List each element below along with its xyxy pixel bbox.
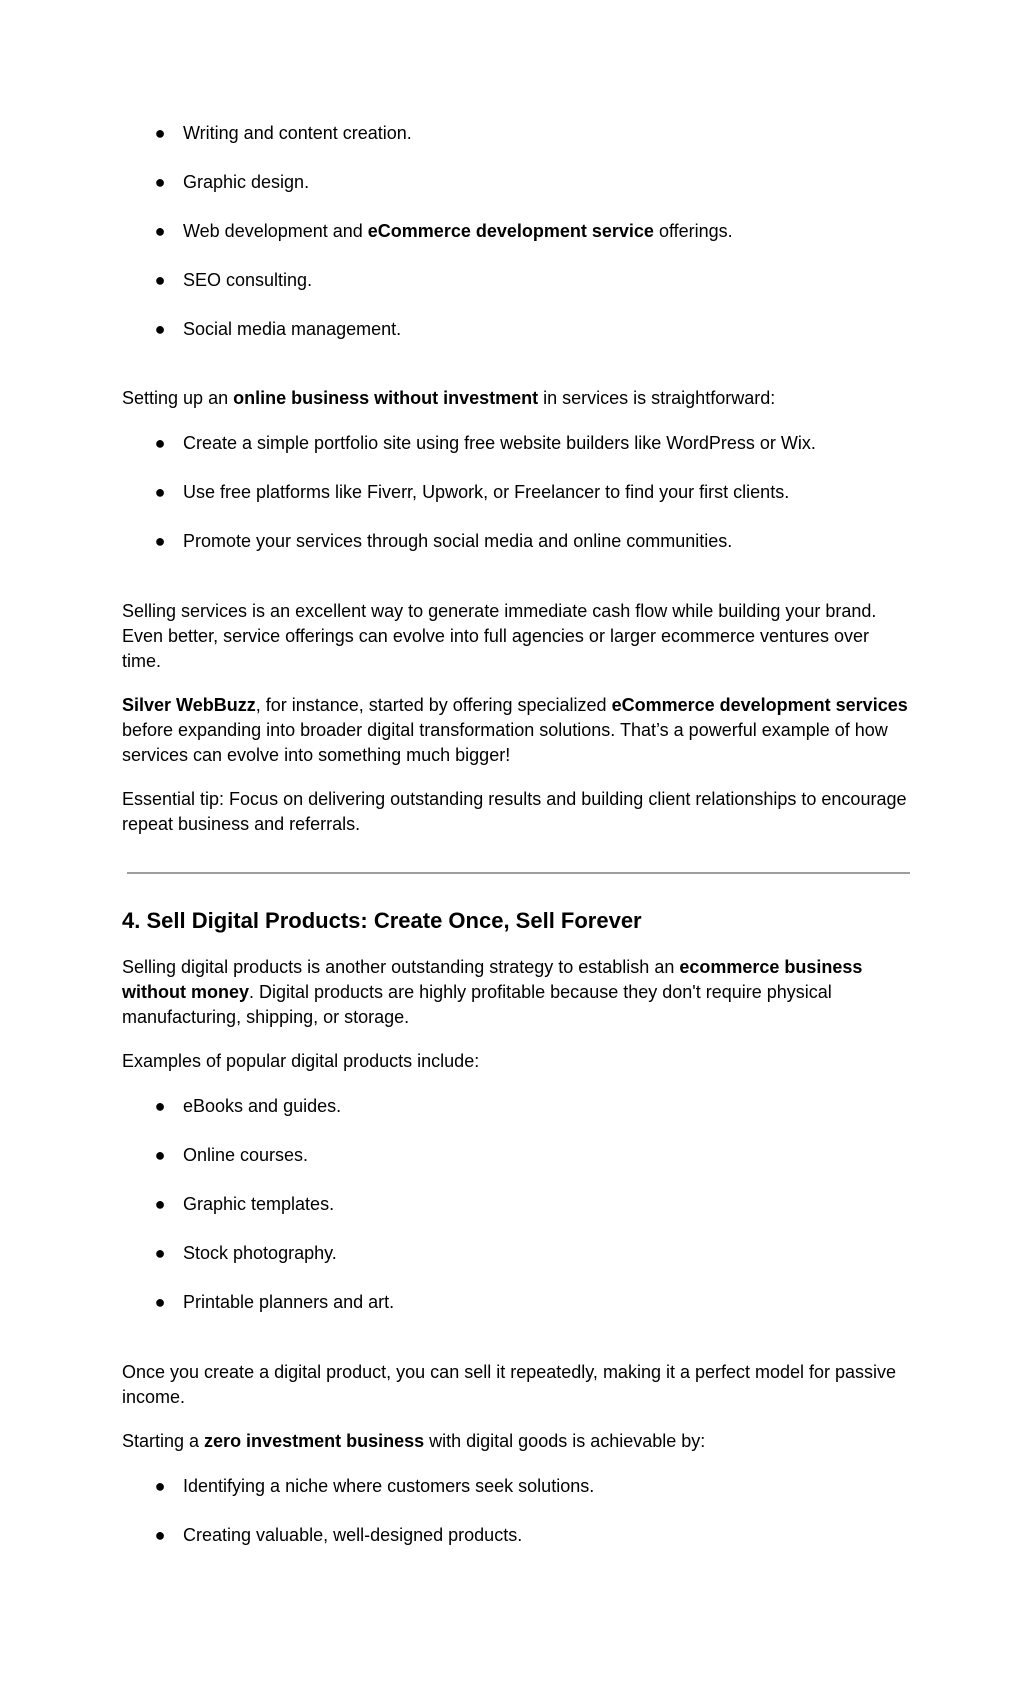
bullet-icon: ● — [154, 1145, 166, 1165]
bullet-icon: ● — [154, 1194, 166, 1214]
bullet-icon: ● — [154, 270, 166, 290]
bold-phrase: zero investment business — [204, 1431, 425, 1451]
list-item — [122, 317, 922, 342]
list-item — [122, 431, 922, 456]
list-item — [122, 529, 922, 554]
bullet-icon: ● — [154, 1096, 166, 1116]
bold-phrase: Silver WebBuzz — [122, 695, 256, 715]
paragraph: Setting up an online business without investment in services is straightforward: — [122, 388, 776, 408]
list-item-text: Promote your services through social media and online communities. — [183, 531, 733, 551]
paragraph: Once you create a digital product, you can sell it repeatedly, making it a perfect model for passive income. — [122, 1362, 897, 1407]
bullet-icon: ● — [154, 221, 166, 241]
bullet-icon: ● — [154, 172, 166, 192]
bold-phrase: online business without investment — [233, 388, 539, 408]
list-item-text: Graphic design. — [183, 172, 310, 192]
list-item — [122, 1143, 922, 1168]
list-item-text: Online courses. — [183, 1145, 309, 1165]
list-item-text: Web development and eCommerce development service offerings. — [183, 221, 733, 241]
list-item — [122, 1474, 922, 1499]
list-item — [122, 1192, 922, 1217]
list-item-text: Writing and content creation. — [183, 123, 412, 143]
list-item — [122, 121, 922, 146]
bold-phrase: eCommerce development service — [367, 221, 654, 241]
list-item — [122, 1241, 922, 1266]
bullet-icon: ● — [154, 482, 166, 502]
list-item-text: Use free platforms like Fiverr, Upwork, or Freelancer to find your first clients. — [183, 482, 790, 502]
list-item — [122, 1094, 922, 1119]
paragraph: Selling digital products is another outstanding strategy to establish an ecommerce business without money. Digital products are highly profitable because they don't require physical manufacturing, shipping, or storage. — [122, 957, 863, 1027]
list-item-text: Stock photography. — [183, 1243, 337, 1263]
list-item-text: Identifying a niche where customers seek solutions. — [183, 1476, 595, 1496]
section-heading: 4. Sell Digital Products: Create Once, Sell Forever — [122, 908, 642, 933]
list-item-text: Printable planners and art. — [183, 1292, 395, 1312]
list-item — [122, 1523, 922, 1548]
list-item-text: eBooks and guides. — [183, 1096, 342, 1116]
bullet-icon: ● — [154, 1243, 166, 1263]
paragraph: Silver WebBuzz, for instance, started by offering specialized eCommerce development services before expanding into broader digital transformation solutions. That’s a powerful example of how services can evolve into something much bigger! — [122, 695, 908, 765]
paragraph: Starting a zero investment business with digital goods is achievable by: — [122, 1431, 706, 1451]
list-item-text: SEO consulting. — [183, 270, 313, 290]
list-item — [122, 219, 922, 244]
bullet-icon: ● — [154, 123, 166, 143]
list-item — [122, 1290, 922, 1315]
list-item-text: Social media management. — [183, 319, 402, 339]
paragraph: Examples of popular digital products include: — [122, 1051, 480, 1071]
bullet-icon: ● — [154, 1476, 166, 1496]
paragraph: Essential tip: Focus on delivering outstanding results and building client relationships to encourage repeat business and referrals. — [122, 789, 907, 834]
bullet-icon: ● — [154, 433, 166, 453]
list-item-text: Create a simple portfolio site using free website builders like WordPress or Wix. — [183, 433, 816, 453]
paragraph: Selling services is an excellent way to generate immediate cash flow while building your brand. Even better, service offerings can evolve into full agencies or larger ecommerce ventures over time. — [122, 601, 877, 671]
horizontal-divider — [127, 872, 910, 874]
list-item-text: Graphic templates. — [183, 1194, 335, 1214]
bullet-icon: ● — [154, 319, 166, 339]
list-item — [122, 268, 922, 293]
list-item — [122, 170, 922, 195]
list-item-text: Creating valuable, well-designed products. — [183, 1525, 523, 1545]
bold-phrase: eCommerce development services — [611, 695, 908, 715]
bold-phrase: ecommerce business without money — [122, 957, 863, 1002]
bullet-icon: ● — [154, 1292, 166, 1312]
bullet-icon: ● — [154, 531, 166, 551]
list-item — [122, 480, 922, 505]
bullet-icon: ● — [154, 1525, 166, 1545]
